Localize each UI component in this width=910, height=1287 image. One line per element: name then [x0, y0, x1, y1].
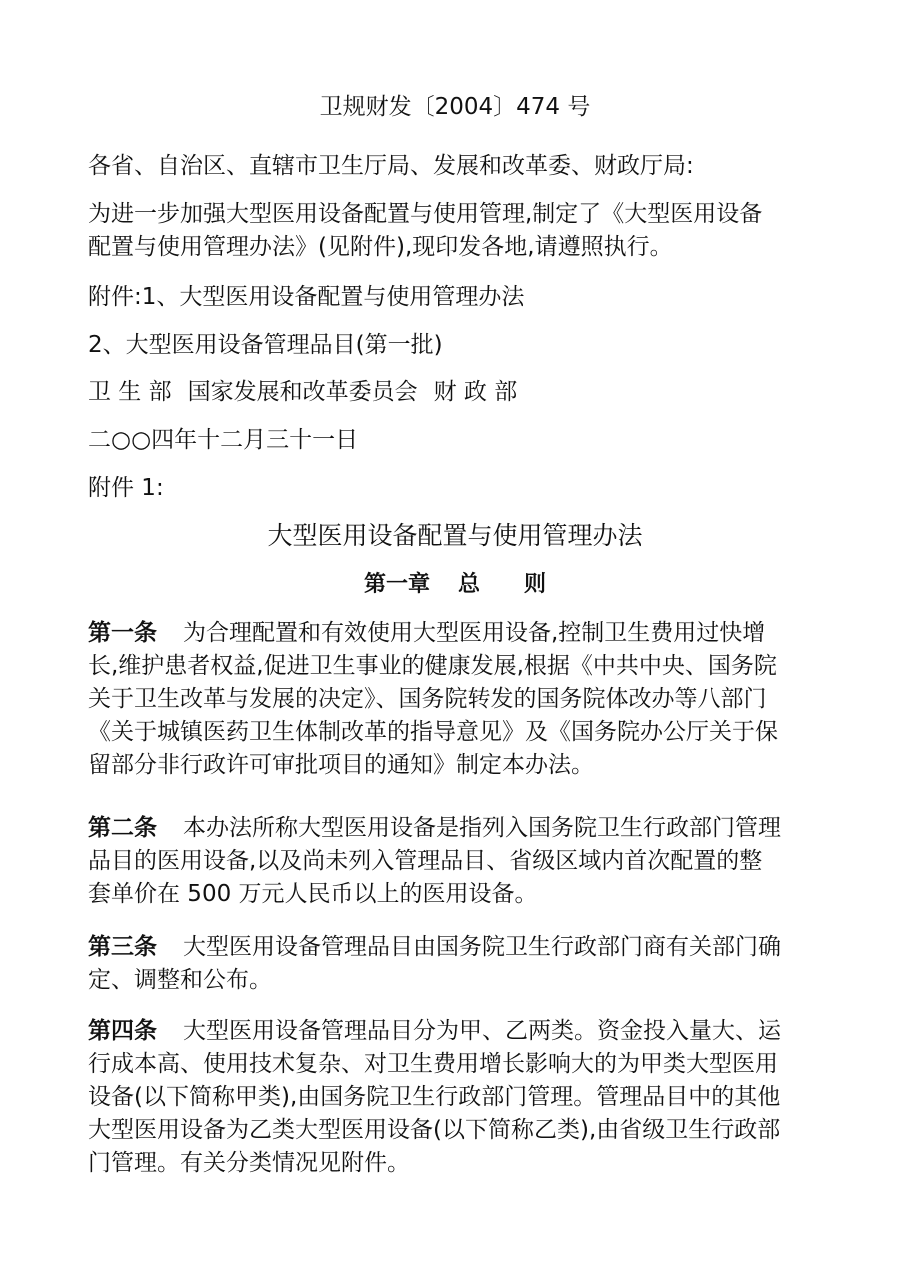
signer-health-ministry: 卫 生 部 [88, 379, 172, 405]
article-text: 本办法所称大型医用设备是指列入国务院卫生行政部门管理 [183, 815, 781, 841]
article-line: 定、调整和公布。 [88, 967, 272, 993]
article-text: 大型医用设备管理品目由国务院卫生行政部门商有关部门确 [183, 934, 781, 960]
article-2 [88, 812, 828, 911]
article-label: 第一条 [88, 620, 157, 646]
article-line [88, 812, 828, 845]
article-3 [88, 931, 828, 997]
chapter-name-part-1: 总 [457, 572, 480, 597]
article-line: 行成本高、使用技术复杂、对卫生费用增长影响大的为甲类大型医用 [88, 1051, 778, 1077]
article-line [88, 617, 828, 650]
article-line: 设备(以下简称甲类),由国务院卫生行政部门管理。管理品目中的其他 [88, 1084, 781, 1110]
article-text: 为合理配置和有效使用大型医用设备,控制卫生费用过快增 [183, 620, 766, 646]
document-number: 卫规财发〔2004〕474 号 [319, 94, 591, 120]
attachment-list-item-2: 2、大型医用设备管理品目(第一批) [88, 332, 443, 358]
chapter-name-part-2: 则 [524, 572, 547, 597]
article-text: 大型医用设备管理品目分为甲、乙两类。资金投入量大、运 [183, 1018, 781, 1044]
article-label: 第二条 [88, 815, 157, 841]
article-1 [88, 617, 828, 782]
signer-finance-ministry: 财 政 部 [433, 379, 518, 405]
chapter-heading [0, 570, 910, 600]
recipients-line: 各省、自治区、直辖市卫生厅局、发展和改革委、财政厅局: [88, 153, 694, 179]
article-line: 长,维护患者权益,促进卫生事业的健康发展,根据《中共中央、国务院 [88, 653, 777, 679]
article-line: 套单价在 500 万元人民币以上的医用设备。 [88, 881, 538, 907]
article-4 [88, 1015, 828, 1180]
attachment-label: 附件 1: [88, 475, 164, 501]
article-line: 《关于城镇医药卫生体制改革的指导意见》及《国务院办公厅关于保 [88, 719, 778, 745]
article-line: 留部分非行政许可审批项目的通知》制定本办法。 [88, 752, 594, 778]
article-line: 大型医用设备为乙类大型医用设备(以下简称乙类),由省级卫生行政部 [88, 1117, 781, 1143]
signer-ndrc: 国家发展和改革委员会 [187, 379, 418, 405]
article-label: 第四条 [88, 1018, 157, 1044]
notice-body-line-1: 为进一步加强大型医用设备配置与使用管理,制定了《大型医用设备 [88, 201, 763, 227]
article-line [88, 1015, 828, 1048]
notice-body-line-2: 配置与使用管理办法》(见附件),现印发各地,请遵照执行。 [88, 234, 673, 260]
issuing-departments [88, 377, 517, 407]
issue-date: 二○○四年十二月三十一日 [88, 427, 359, 453]
article-line: 关于卫生改革与发展的决定》、国务院转发的国务院体改办等八部门 [88, 686, 767, 712]
article-line [88, 931, 828, 964]
attachment-title: 大型医用设备配置与使用管理办法 [267, 521, 643, 550]
attachment-list-item-1: 附件:1、大型医用设备配置与使用管理办法 [88, 284, 525, 310]
article-line: 门管理。有关分类情况见附件。 [88, 1150, 410, 1176]
article-line: 品目的医用设备,以及尚未列入管理品目、省级区域内首次配置的整 [88, 848, 763, 874]
chapter-number: 第一章 [363, 572, 430, 597]
article-label: 第三条 [88, 934, 157, 960]
